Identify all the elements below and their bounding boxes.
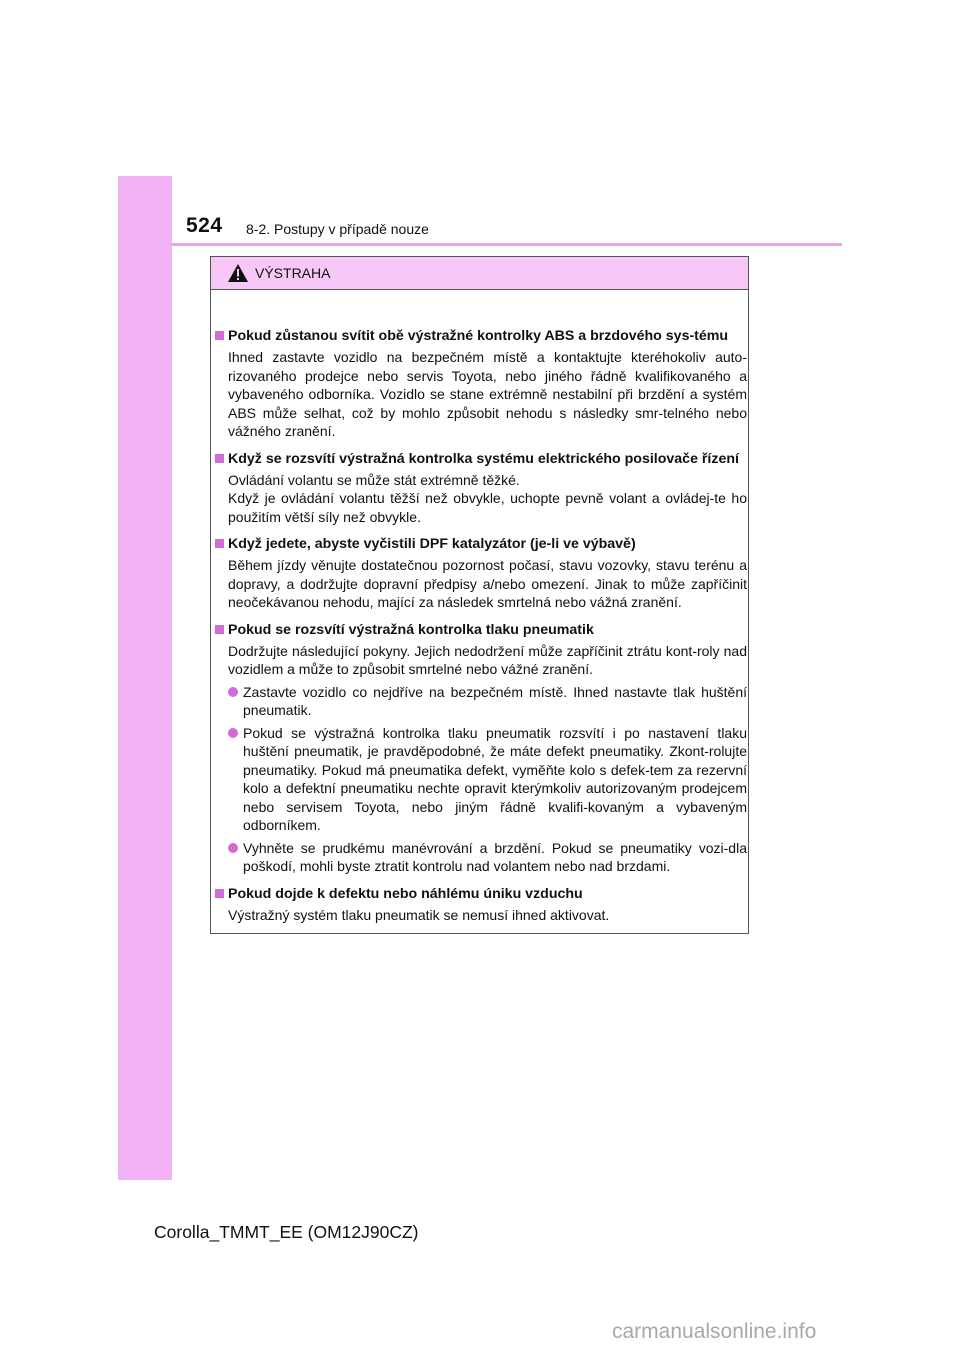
- item-heading: [215, 327, 747, 345]
- item-body: [215, 348, 747, 441]
- item-heading-text: Pokud se rozsvítí výstražná kontrolka tlaku pneumatik: [228, 621, 594, 638]
- list-item: [228, 683, 747, 720]
- warning-item: [215, 327, 747, 441]
- list-item-text: Zastavte vozidlo co nejdříve na bezpečném místě. Ihned nastavte tlak huštění pneumatik.: [243, 683, 747, 718]
- item-heading-text: Když se rozsvítí výstražná kontrolka systému elektrického posilovače řízení: [228, 450, 739, 467]
- warning-item: [215, 450, 747, 527]
- body-paragraph: Výstražný systém tlaku pneumatik se nemusí ihned aktivovat.: [228, 906, 610, 923]
- warning-triangle-icon: [227, 263, 249, 283]
- list-item-text: Vyhněte se prudkému manévrování a brzdění. Pokud se pneumatiky vozi-dla poškodí, mohli byste ztratit kontrolu nad volantem nebo nad brzdami.: [243, 839, 747, 874]
- body-paragraph: Ovládání volantu se může stát extrémně těžké.: [228, 471, 520, 488]
- warning-header: [211, 257, 748, 290]
- square-bullet-icon: [215, 539, 224, 548]
- warning-box: [210, 256, 749, 934]
- chapter-sidebar-tab: [118, 176, 172, 1180]
- square-bullet-icon: [215, 331, 224, 340]
- circle-bullet-icon: [228, 687, 238, 697]
- bullet-list: [215, 683, 747, 876]
- item-heading: [215, 450, 747, 468]
- body-paragraph: Ihned zastavte vozidlo na bezpečném místě a kontaktujte kteréhokoliv auto-rizovaného prodejce nebo servis Toyota, nebo jiného řádně kvalifikovaného a vybaveného odborníka. Vozidlo se stane extrémně nestabilní při brzdění a systém ABS může selhat, což by mohlo způsobit nehodu s následky smr-telného nebo vážného zranění.: [228, 349, 747, 439]
- body-paragraph: Když je ovládání volantu těžší než obvykle, uchopte pevně volant a ovládej-te ho použitím větší síly než obvykle.: [228, 490, 747, 525]
- document-footer-id: Corolla_TMMT_EE (OM12J90CZ): [154, 1222, 419, 1242]
- item-heading-text: Pokud zůstanou svítit obě výstražné kontrolky ABS a brzdového sys-tému: [228, 328, 729, 344]
- circle-bullet-icon: [228, 728, 238, 738]
- item-body: [215, 642, 747, 679]
- item-heading: [215, 535, 747, 553]
- item-body: [215, 906, 747, 925]
- section-title: 8-2. Postupy v případě nouze: [246, 221, 429, 237]
- circle-bullet-icon: [228, 843, 238, 853]
- item-heading-text: Když jedete, abyste vyčistili DPF katalyzátor (je-li ve výbavě): [228, 536, 636, 552]
- square-bullet-icon: [215, 625, 224, 634]
- body-paragraph: Dodržujte následující pokyny. Jejich nedodržení může zapříčinit ztrátu kont-roly nad vozidlem a může to způsobit smrtelné nebo vážné zranění.: [228, 642, 747, 677]
- item-body: [215, 471, 747, 527]
- item-body: [215, 556, 747, 612]
- list-item: [228, 724, 747, 835]
- item-heading: [215, 621, 747, 639]
- warning-item: [215, 621, 747, 876]
- warning-item: [215, 535, 747, 612]
- list-item: [228, 839, 747, 876]
- warning-content: [215, 295, 747, 924]
- square-bullet-icon: [215, 889, 224, 898]
- body-paragraph: Během jízdy věnujte dostatečnou pozornost počasí, stavu vozovky, stavu terénu a dopravy, a dodržujte dopravní předpisy a/nebo omezení. Jinak to může zapříčinit neočekávanou nehodu, mající za následek smrtelná nebo vážná zranění.: [228, 557, 747, 610]
- watermark[interactable]: carmanualsonline.info: [612, 1320, 817, 1343]
- header-rule: [172, 243, 842, 246]
- square-bullet-icon: [215, 454, 224, 463]
- item-heading: [215, 885, 747, 903]
- warning-title: VÝSTRAHA: [255, 265, 331, 281]
- list-item-text: Pokud se výstražná kontrolka tlaku pneumatik rozsvítí i po nastavení tlaku huštění pneumatik, je pravděpodobné, že máte defekt pneumatiky. Zkont-rolujte pneumatiky. Pokud má pneumatika defekt, vyměňte kolo s defek-tem za rezervní kolo a defektní pneumatiku nechte opravit kterýmkoliv autorizovaným prodejcem nebo servisem Toyota, nebo jiným řádně kvalifi-kovaným a vybaveným odborníkem.: [243, 724, 747, 833]
- item-heading-text: Pokud dojde k defektu nebo náhlému úniku vzduchu: [228, 885, 583, 902]
- warning-item: [215, 885, 747, 925]
- page-number: 524: [186, 214, 223, 237]
